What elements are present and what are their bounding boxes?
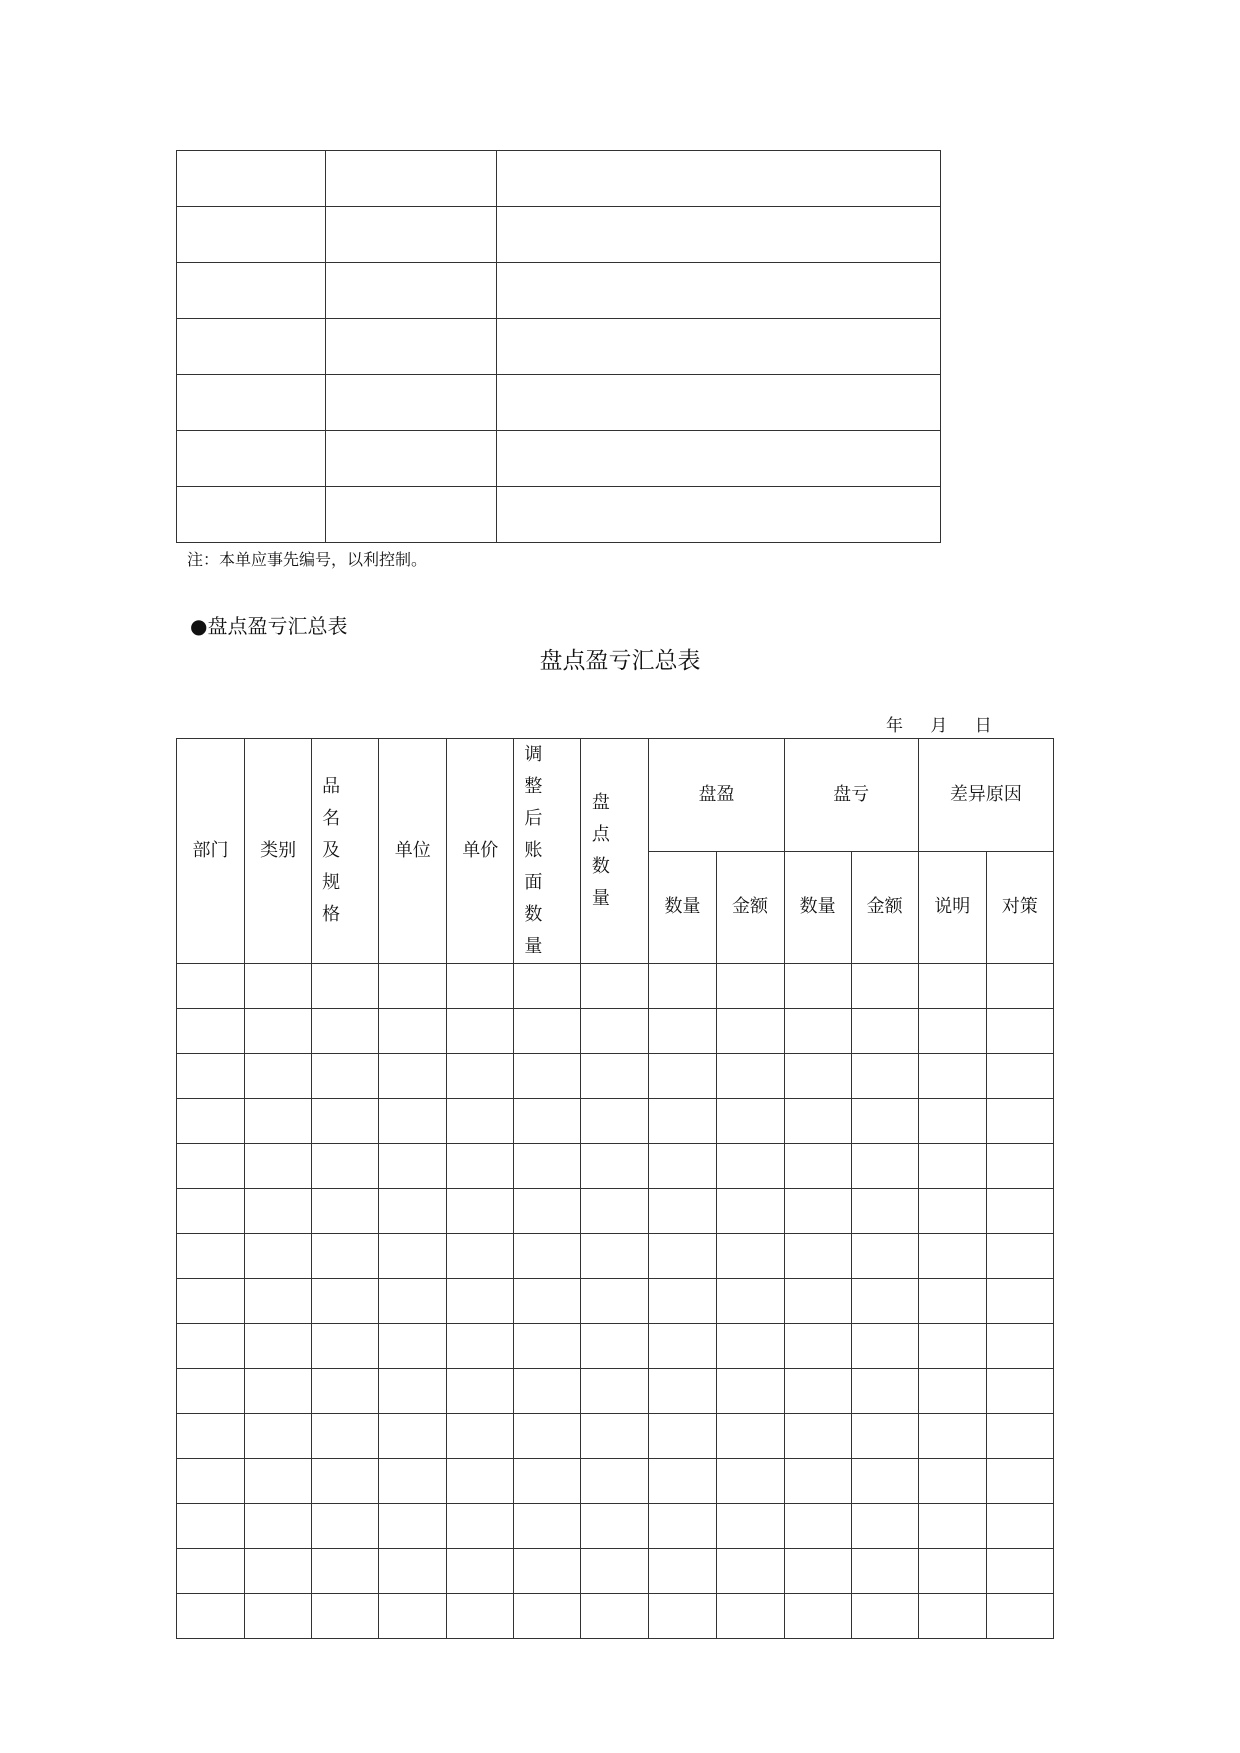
blank-cell[interactable]	[497, 319, 941, 375]
blank-cell[interactable]	[649, 1099, 716, 1144]
blank-cell[interactable]	[649, 1009, 716, 1054]
blank-cell[interactable]	[918, 1279, 986, 1324]
blank-cell[interactable]	[379, 1324, 447, 1369]
blank-cell[interactable]	[177, 1549, 245, 1594]
blank-cell[interactable]	[245, 964, 312, 1009]
blank-cell[interactable]	[177, 487, 326, 543]
blank-cell[interactable]	[581, 1549, 649, 1594]
table-row	[177, 1369, 1054, 1414]
blank-cell[interactable]	[918, 1234, 986, 1279]
table-row	[177, 375, 941, 431]
blank-cell[interactable]	[379, 1054, 447, 1099]
header-adjusted-book-qty-text: 调整后账面数量	[524, 744, 549, 957]
blank-cell[interactable]	[312, 1054, 379, 1099]
blank-cell[interactable]	[447, 964, 514, 1009]
blank-cell[interactable]	[986, 1189, 1053, 1234]
blank-cell[interactable]	[514, 964, 581, 1009]
blank-cell[interactable]	[312, 1459, 379, 1504]
blank-cell[interactable]	[918, 1189, 986, 1234]
blank-cell[interactable]	[245, 1369, 312, 1414]
blank-cell[interactable]	[649, 1459, 716, 1504]
blank-cell[interactable]	[447, 1054, 514, 1099]
blank-cell[interactable]	[514, 1594, 581, 1639]
blank-cell[interactable]	[177, 1189, 245, 1234]
blank-cell[interactable]	[851, 1189, 918, 1234]
blank-cell[interactable]	[312, 1009, 379, 1054]
blank-cell[interactable]	[581, 1459, 649, 1504]
blank-cell[interactable]	[986, 1504, 1053, 1549]
blank-cell[interactable]	[177, 964, 245, 1009]
top-form-table	[176, 150, 941, 543]
blank-cell[interactable]	[312, 1324, 379, 1369]
table-row	[177, 1234, 1054, 1279]
blank-cell[interactable]	[177, 1144, 245, 1189]
blank-cell[interactable]	[245, 1234, 312, 1279]
blank-cell[interactable]	[918, 1459, 986, 1504]
blank-cell[interactable]	[581, 964, 649, 1009]
blank-cell[interactable]	[784, 1324, 851, 1369]
blank-cell[interactable]	[649, 1549, 716, 1594]
blank-cell[interactable]	[312, 1549, 379, 1594]
blank-cell[interactable]	[649, 1594, 716, 1639]
blank-cell[interactable]	[245, 1189, 312, 1234]
blank-cell[interactable]	[716, 1099, 784, 1144]
blank-cell[interactable]	[581, 1189, 649, 1234]
blank-cell[interactable]	[581, 1414, 649, 1459]
blank-cell[interactable]	[379, 1099, 447, 1144]
blank-cell[interactable]	[581, 1099, 649, 1144]
blank-cell[interactable]	[514, 1414, 581, 1459]
blank-cell[interactable]	[326, 151, 497, 207]
blank-cell[interactable]	[784, 964, 851, 1009]
blank-cell[interactable]	[986, 1324, 1053, 1369]
blank-cell[interactable]	[514, 1549, 581, 1594]
blank-cell[interactable]	[986, 1549, 1053, 1594]
blank-cell[interactable]	[447, 1504, 514, 1549]
blank-cell[interactable]	[784, 1279, 851, 1324]
blank-cell[interactable]	[918, 1144, 986, 1189]
blank-cell[interactable]	[716, 1459, 784, 1504]
blank-cell[interactable]	[177, 151, 326, 207]
header-surplus-qty: 数量	[649, 851, 716, 964]
blank-cell[interactable]	[514, 1324, 581, 1369]
table-row	[177, 1414, 1054, 1459]
header-name-spec	[312, 739, 379, 964]
blank-cell[interactable]	[784, 1234, 851, 1279]
blank-cell[interactable]	[312, 1234, 379, 1279]
header-count-qty	[581, 739, 649, 964]
header-surplus: 盘盈	[649, 739, 784, 852]
blank-cell[interactable]	[177, 319, 326, 375]
blank-cell[interactable]	[312, 1594, 379, 1639]
blank-cell[interactable]	[245, 1504, 312, 1549]
header-countermeasure: 对策	[986, 851, 1053, 964]
blank-cell[interactable]	[245, 1324, 312, 1369]
blank-cell[interactable]	[245, 1099, 312, 1144]
table-row	[177, 964, 1054, 1009]
header-adjusted-book-qty	[514, 739, 581, 964]
blank-cell[interactable]	[716, 1504, 784, 1549]
blank-cell[interactable]	[177, 1099, 245, 1144]
blank-cell[interactable]	[784, 1009, 851, 1054]
table-row	[177, 207, 941, 263]
blank-cell[interactable]	[581, 1369, 649, 1414]
blank-cell[interactable]	[379, 1144, 447, 1189]
blank-cell[interactable]	[177, 431, 326, 487]
blank-cell[interactable]	[379, 1279, 447, 1324]
blank-cell[interactable]	[177, 1594, 245, 1639]
blank-cell[interactable]	[784, 1099, 851, 1144]
blank-cell[interactable]	[784, 1594, 851, 1639]
blank-cell[interactable]	[986, 1594, 1053, 1639]
header-count-qty-text: 盘点数量	[591, 792, 616, 909]
blank-cell[interactable]	[447, 1189, 514, 1234]
blank-cell[interactable]	[986, 1369, 1053, 1414]
blank-cell[interactable]	[986, 1414, 1053, 1459]
blank-cell[interactable]	[245, 1009, 312, 1054]
table-row	[177, 1459, 1054, 1504]
blank-cell[interactable]	[326, 263, 497, 319]
blank-cell[interactable]	[716, 1054, 784, 1099]
blank-cell[interactable]	[649, 1189, 716, 1234]
table-row	[177, 263, 941, 319]
blank-cell[interactable]	[326, 431, 497, 487]
blank-cell[interactable]	[581, 1234, 649, 1279]
blank-cell[interactable]	[918, 1594, 986, 1639]
header-deficit-qty: 数量	[784, 851, 851, 964]
blank-cell[interactable]	[312, 1099, 379, 1144]
blank-cell[interactable]	[986, 964, 1053, 1009]
blank-cell[interactable]	[245, 1594, 312, 1639]
blank-cell[interactable]	[245, 1549, 312, 1594]
blank-cell[interactable]	[716, 1324, 784, 1369]
blank-cell[interactable]	[326, 487, 497, 543]
blank-cell[interactable]	[514, 1279, 581, 1324]
summary-table	[176, 738, 1054, 1639]
blank-cell[interactable]	[447, 1009, 514, 1054]
header-unit: 单位	[379, 739, 447, 964]
blank-cell[interactable]	[312, 1279, 379, 1324]
table-row	[177, 1324, 1054, 1369]
blank-cell[interactable]	[379, 1414, 447, 1459]
table-row	[177, 1099, 1054, 1144]
blank-cell[interactable]	[716, 1414, 784, 1459]
blank-cell[interactable]	[245, 1414, 312, 1459]
blank-cell[interactable]	[497, 431, 941, 487]
blank-cell[interactable]	[716, 1279, 784, 1324]
blank-cell[interactable]	[986, 1009, 1053, 1054]
header-row-1	[177, 739, 1054, 852]
blank-cell[interactable]	[447, 1414, 514, 1459]
blank-cell[interactable]	[245, 1054, 312, 1099]
header-deficit: 盘亏	[784, 739, 918, 852]
blank-cell[interactable]	[177, 1504, 245, 1549]
blank-cell[interactable]	[581, 1144, 649, 1189]
blank-cell[interactable]	[497, 375, 941, 431]
header-surplus-amount: 金额	[716, 851, 784, 964]
blank-cell[interactable]	[581, 1324, 649, 1369]
blank-cell[interactable]	[851, 1414, 918, 1459]
blank-cell[interactable]	[514, 1054, 581, 1099]
blank-cell[interactable]	[918, 964, 986, 1009]
blank-cell[interactable]	[784, 1414, 851, 1459]
blank-cell[interactable]	[177, 1324, 245, 1369]
blank-cell[interactable]	[851, 1504, 918, 1549]
blank-cell[interactable]	[851, 1054, 918, 1099]
table-row	[177, 1009, 1054, 1054]
blank-cell[interactable]	[716, 1009, 784, 1054]
blank-cell[interactable]	[918, 1549, 986, 1594]
blank-cell[interactable]	[716, 964, 784, 1009]
blank-cell[interactable]	[716, 1144, 784, 1189]
date-line: 年 月 日	[886, 716, 992, 736]
blank-cell[interactable]	[851, 964, 918, 1009]
blank-cell[interactable]	[649, 964, 716, 1009]
blank-cell[interactable]	[649, 1054, 716, 1099]
blank-cell[interactable]	[649, 1414, 716, 1459]
blank-cell[interactable]	[851, 1234, 918, 1279]
blank-cell[interactable]	[716, 1549, 784, 1594]
blank-cell[interactable]	[379, 1009, 447, 1054]
blank-cell[interactable]	[716, 1189, 784, 1234]
blank-cell[interactable]	[986, 1054, 1053, 1099]
blank-cell[interactable]	[177, 1459, 245, 1504]
blank-cell[interactable]	[784, 1504, 851, 1549]
blank-cell[interactable]	[497, 487, 941, 543]
blank-cell[interactable]	[379, 1369, 447, 1414]
blank-cell[interactable]	[497, 263, 941, 319]
blank-cell[interactable]	[851, 1549, 918, 1594]
blank-cell[interactable]	[514, 1504, 581, 1549]
blank-cell[interactable]	[918, 1009, 986, 1054]
blank-cell[interactable]	[514, 1009, 581, 1054]
blank-cell[interactable]	[379, 1549, 447, 1594]
blank-cell[interactable]	[986, 1099, 1053, 1144]
blank-cell[interactable]	[851, 1099, 918, 1144]
table-row	[177, 1054, 1054, 1099]
blank-cell[interactable]	[177, 1279, 245, 1324]
blank-cell[interactable]	[177, 1369, 245, 1414]
header-department: 部门	[177, 739, 245, 964]
blank-cell[interactable]	[581, 1279, 649, 1324]
blank-cell[interactable]	[312, 1414, 379, 1459]
blank-cell[interactable]	[312, 1504, 379, 1549]
blank-cell[interactable]	[649, 1504, 716, 1549]
header-deficit-amount: 金额	[851, 851, 918, 964]
blank-cell[interactable]	[918, 1414, 986, 1459]
blank-cell[interactable]	[326, 375, 497, 431]
blank-cell[interactable]	[514, 1459, 581, 1504]
blank-cell[interactable]	[581, 1009, 649, 1054]
blank-cell[interactable]	[581, 1054, 649, 1099]
blank-cell[interactable]	[784, 1549, 851, 1594]
blank-cell[interactable]	[447, 1459, 514, 1504]
blank-cell[interactable]	[986, 1459, 1053, 1504]
blank-cell[interactable]	[447, 1099, 514, 1144]
blank-cell[interactable]	[649, 1234, 716, 1279]
blank-cell[interactable]	[784, 1189, 851, 1234]
header-name-spec-text: 品名及规格	[322, 776, 347, 925]
blank-cell[interactable]	[851, 1369, 918, 1414]
blank-cell[interactable]	[379, 1459, 447, 1504]
header-category: 类别	[245, 739, 312, 964]
blank-cell[interactable]	[581, 1594, 649, 1639]
blank-cell[interactable]	[649, 1324, 716, 1369]
blank-cell[interactable]	[497, 151, 941, 207]
note-text: 注：本单应事先编号，以利控制。	[187, 550, 428, 569]
blank-cell[interactable]	[177, 375, 326, 431]
blank-cell[interactable]	[326, 319, 497, 375]
blank-cell[interactable]	[245, 1144, 312, 1189]
blank-cell[interactable]	[851, 1324, 918, 1369]
header-explanation: 说明	[918, 851, 986, 964]
blank-cell[interactable]	[851, 1459, 918, 1504]
blank-cell[interactable]	[447, 1369, 514, 1414]
blank-cell[interactable]	[326, 207, 497, 263]
blank-cell[interactable]	[177, 1009, 245, 1054]
header-diff-reason: 差异原因	[918, 739, 1053, 852]
blank-cell[interactable]	[447, 1324, 514, 1369]
blank-cell[interactable]	[649, 1279, 716, 1324]
blank-cell[interactable]	[177, 1234, 245, 1279]
blank-cell[interactable]	[497, 207, 941, 263]
table-row	[177, 487, 941, 543]
blank-cell[interactable]	[514, 1189, 581, 1234]
table-row	[177, 1189, 1054, 1234]
table-row	[177, 1144, 1054, 1189]
blank-cell[interactable]	[716, 1594, 784, 1639]
blank-cell[interactable]	[514, 1369, 581, 1414]
blank-cell[interactable]	[379, 1504, 447, 1549]
blank-cell[interactable]	[851, 1594, 918, 1639]
blank-cell[interactable]	[851, 1009, 918, 1054]
blank-cell[interactable]	[716, 1369, 784, 1414]
blank-cell[interactable]	[447, 1234, 514, 1279]
table-row	[177, 319, 941, 375]
blank-cell[interactable]	[312, 964, 379, 1009]
blank-cell[interactable]	[177, 1414, 245, 1459]
table-row	[177, 1504, 1054, 1549]
blank-cell[interactable]	[245, 1459, 312, 1504]
blank-cell[interactable]	[784, 1054, 851, 1099]
blank-cell[interactable]	[986, 1234, 1053, 1279]
blank-cell[interactable]	[447, 1594, 514, 1639]
blank-cell[interactable]	[851, 1279, 918, 1324]
blank-cell[interactable]	[581, 1504, 649, 1549]
table-row	[177, 431, 941, 487]
blank-cell[interactable]	[918, 1324, 986, 1369]
blank-cell[interactable]	[379, 1594, 447, 1639]
blank-cell[interactable]	[649, 1144, 716, 1189]
blank-cell[interactable]	[918, 1054, 986, 1099]
blank-cell[interactable]	[177, 1054, 245, 1099]
blank-cell[interactable]	[784, 1369, 851, 1414]
blank-cell[interactable]	[312, 1144, 379, 1189]
header-unit-price: 单价	[447, 739, 514, 964]
blank-cell[interactable]	[379, 964, 447, 1009]
table-title: 盘点盈亏汇总表	[539, 648, 701, 674]
blank-cell[interactable]	[312, 1369, 379, 1414]
blank-cell[interactable]	[514, 1234, 581, 1279]
blank-cell[interactable]	[784, 1459, 851, 1504]
blank-cell[interactable]	[649, 1369, 716, 1414]
blank-cell[interactable]	[986, 1279, 1053, 1324]
table-row	[177, 1279, 1054, 1324]
blank-cell[interactable]	[716, 1234, 784, 1279]
blank-cell[interactable]	[514, 1099, 581, 1144]
blank-cell[interactable]	[177, 263, 326, 319]
blank-cell[interactable]	[447, 1279, 514, 1324]
table-row	[177, 1594, 1054, 1639]
blank-cell[interactable]	[918, 1504, 986, 1549]
blank-cell[interactable]	[312, 1189, 379, 1234]
blank-cell[interactable]	[447, 1144, 514, 1189]
blank-cell[interactable]	[447, 1549, 514, 1594]
blank-cell[interactable]	[851, 1144, 918, 1189]
blank-cell[interactable]	[514, 1144, 581, 1189]
blank-cell[interactable]	[379, 1189, 447, 1234]
blank-cell[interactable]	[986, 1144, 1053, 1189]
blank-cell[interactable]	[177, 207, 326, 263]
blank-cell[interactable]	[245, 1279, 312, 1324]
blank-cell[interactable]	[784, 1144, 851, 1189]
blank-cell[interactable]	[379, 1234, 447, 1279]
table-row	[177, 151, 941, 207]
section-heading: ●盘点盈亏汇总表	[190, 614, 348, 638]
blank-cell[interactable]	[918, 1099, 986, 1144]
table-row	[177, 1549, 1054, 1594]
blank-cell[interactable]	[918, 1369, 986, 1414]
